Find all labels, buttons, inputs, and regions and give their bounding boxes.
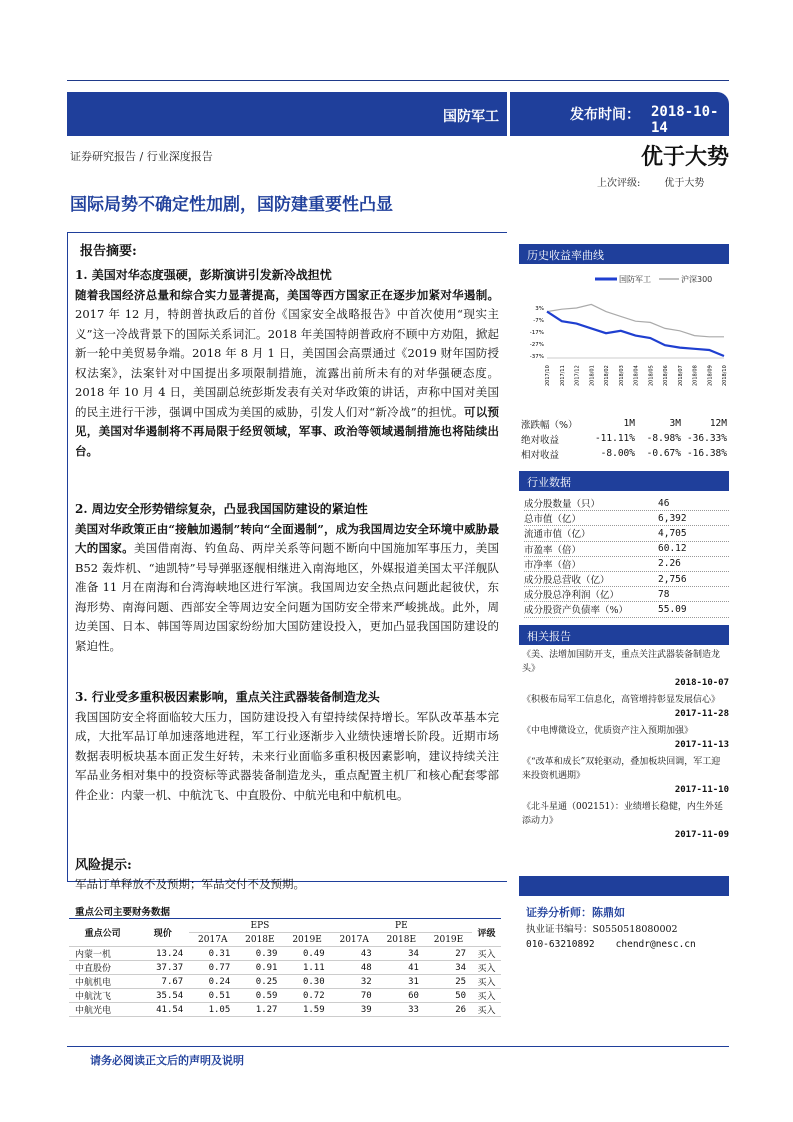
returns-table xyxy=(521,416,729,461)
returns-col: 12M xyxy=(709,418,727,429)
header-date-bar xyxy=(510,92,729,136)
history-chart xyxy=(519,268,729,418)
cell: 中航沈飞 xyxy=(69,989,136,1003)
cell: 0.39 xyxy=(236,947,283,961)
risk-text: 军品订单释放不及预期；军品交付不及预期。 xyxy=(75,877,305,891)
returns-cell: -8.00% xyxy=(600,448,635,459)
previous-rating xyxy=(597,174,704,189)
cell: 0.77 xyxy=(189,961,236,975)
previous-rating-value: 优于大势 xyxy=(664,178,705,189)
col-year: 2018E xyxy=(378,933,425,947)
section-3-title: 3. 行业受多重积极因素影响，重点关注武器装备制造龙头 xyxy=(75,690,380,704)
cell: 39 xyxy=(331,1003,378,1017)
returns-row xyxy=(521,431,729,446)
cell: 0.30 xyxy=(283,975,330,989)
returns-cell: -11.11% xyxy=(594,433,635,444)
section-2-bold: 美国对华政策正由“接触加遏制”转向“全面遏制”，成为我国周边安全环境中威胁最大的国家。 xyxy=(75,521,499,555)
x-tick-label: 2018/06 xyxy=(663,365,669,386)
industry-key: 流通市值（亿） xyxy=(524,529,591,541)
col-year: 2018E xyxy=(236,933,283,947)
cell: 27 xyxy=(425,947,472,961)
fin-table xyxy=(69,918,501,1017)
date-value: 2018-10-14 xyxy=(651,104,719,136)
section-2 xyxy=(75,500,499,656)
x-tick-label: 2018/09 xyxy=(707,365,714,386)
cell: 34 xyxy=(425,961,472,975)
section-2-title: 2. 周边安全形势错综复杂，凸显我国国防建设的紧迫性 xyxy=(75,502,368,516)
section-1-title: 1. 美国对华态度强硬，彭斯演讲引发新冷战担忧 xyxy=(75,268,332,282)
cell: 内蒙一机 xyxy=(69,947,136,961)
sector-label: 国防军工 xyxy=(443,109,499,125)
summary-heading: 报告摘要: xyxy=(80,244,137,259)
industry-value: 6,392 xyxy=(658,512,687,524)
list-item xyxy=(524,587,729,602)
table-row xyxy=(69,961,501,975)
section-3-text: 我国国防安全将面临较大压力，国防建设投入有望持续保持增长。军队改革基本完成，大批军品订单加速落地进程，军工行业逐渐步入业绩快速增长阶段。近期市场数据表明板块基本面正发生好转，未来行业面临多重积极因素影响，建议持续关注军品业务相对集中的投资标等武器装备制造龙头，重点配置主机厂和核心配套零部件企业：内蒙一机、中航沈飞、中直股份、中航光电和中航机电。 xyxy=(75,709,499,802)
returns-col: 3M xyxy=(669,418,681,429)
analyst-name: 证券分析师：陈鼎如 xyxy=(526,906,625,919)
list-item xyxy=(524,526,729,541)
industry-data-list xyxy=(524,496,729,618)
industry-key: 成分股资产负债率（%） xyxy=(524,605,629,617)
current-rating: 优于大势 xyxy=(640,144,729,170)
report-date: 2018-10-07 xyxy=(674,678,729,688)
industry-value: 2,756 xyxy=(658,573,687,585)
cell: 中直股份 xyxy=(69,961,136,975)
industry-key: 成分股数量（只） xyxy=(524,499,601,511)
cell: 0.91 xyxy=(236,961,283,975)
table-row xyxy=(69,1003,501,1017)
analyst-phone: 010-63210892 xyxy=(526,939,595,950)
cell: 48 xyxy=(331,961,378,975)
cell: 0.25 xyxy=(236,975,283,989)
header-sector-bar xyxy=(67,92,507,136)
x-tick-label: 2018/07 xyxy=(677,365,684,386)
legend-index: 沪深300 xyxy=(681,275,713,284)
report-title[interactable]: 《美、法增加国防开支，重点关注武器装备制造龙头》 xyxy=(522,650,721,674)
cell: 32 xyxy=(331,975,378,989)
col-company: 重点公司 xyxy=(69,919,136,947)
x-tick-label: 2018/03 xyxy=(618,365,625,386)
cell: 1.05 xyxy=(189,1003,236,1017)
returns-cell: -0.67% xyxy=(646,448,681,459)
col-year: 2017A xyxy=(331,933,378,947)
col-year: 2019E xyxy=(283,933,330,947)
legend-industry: 国防军工 xyxy=(619,275,651,284)
industry-value: 2.26 xyxy=(658,558,681,570)
industry-value: 4,705 xyxy=(658,527,687,539)
analyst-contact xyxy=(526,937,696,952)
returns-cell: -8.98% xyxy=(646,433,681,444)
industry-key: 总市值（亿） xyxy=(524,514,582,526)
cell: 买入 xyxy=(472,989,501,1003)
cell: 41.54 xyxy=(136,1003,189,1017)
y-tick-label: -27% xyxy=(529,342,544,348)
list-item xyxy=(524,572,729,587)
cell: 买入 xyxy=(472,1003,501,1017)
report-date: 2017-11-09 xyxy=(674,830,729,840)
cell: 26 xyxy=(425,1003,472,1017)
fin-table-title: 重点公司主要财务数据 xyxy=(75,907,171,918)
section-1-bold: 随着我国经济总量和综合实力显著提高，美国等西方国家正在逐步加紧对华遏制。 xyxy=(75,287,499,302)
x-tick-label: 2017/10 xyxy=(545,365,551,386)
returns-col: 涨跌幅（%） xyxy=(521,419,578,431)
report-title[interactable]: 《中电博微设立，优质资产注入预期加强》 xyxy=(522,726,694,736)
x-tick-label: 2017/11 xyxy=(559,365,566,386)
returns-header xyxy=(521,416,729,431)
report-item[interactable] xyxy=(522,648,729,690)
industry-key: 成分股总营收（亿） xyxy=(524,575,610,587)
risk-title: 风险提示: xyxy=(75,858,132,873)
page-title: 国际局势不确定性加剧，国防建重要性凸显 xyxy=(70,195,393,215)
section-1 xyxy=(75,266,499,461)
cell: 中航光电 xyxy=(69,1003,136,1017)
sidebar-bottom-bar xyxy=(519,876,729,896)
x-tick-label: 2018/05 xyxy=(648,365,655,386)
cell: 买入 xyxy=(472,975,501,989)
report-date: 2017-11-10 xyxy=(674,785,729,795)
cell: 37.37 xyxy=(136,961,189,975)
report-item[interactable] xyxy=(522,800,729,842)
list-item xyxy=(524,511,729,526)
report-item[interactable] xyxy=(522,693,729,721)
section-1-text: 2017 年 12 月，特朗普执政后的首份《国家安全战略报告》中首次使用“现实主义”这一冷战背景下的国际关系词汇。2018 年美国特朗普政府不顾中方劝阻，掀起新一轮中美贸易争端。2018 年 8 月 1 日，美国国会高票通过《2019 财年国防授权法案》，法案针对中国提出多项限制措施，流露出前所未有的对华强硬态度。2018 年 10 月 4 日，美国副总统彭斯发表有关对华政策的讲话，声称中国对美国的民主进行干涉，强调中国成为美国的威胁，引发人们对“新冷战”的担忧。 xyxy=(75,307,499,419)
cell: 70 xyxy=(331,989,378,1003)
x-tick-label: 2018/08 xyxy=(692,365,699,386)
x-tick-label: 2018/04 xyxy=(633,365,640,386)
y-tick-label: 3% xyxy=(535,306,544,312)
list-item xyxy=(524,557,729,572)
cell: 0.24 xyxy=(189,975,236,989)
y-tick-label: -17% xyxy=(529,330,544,336)
returns-cell: 绝对收益 xyxy=(521,434,560,446)
cell: 买入 xyxy=(472,961,501,975)
section-1-body xyxy=(75,286,499,462)
industry-section-header: 行业数据 xyxy=(519,471,729,491)
list-item xyxy=(524,602,729,617)
col-year: 2017A xyxy=(189,933,236,947)
cell: 35.54 xyxy=(136,989,189,1003)
cell: 0.59 xyxy=(236,989,283,1003)
section-2-body xyxy=(75,520,499,657)
breadcrumb: 证券研究报告 / 行业深度报告 xyxy=(70,150,213,163)
cell: 43 xyxy=(331,947,378,961)
col-pe: PE xyxy=(331,919,472,933)
col-year: 2019E xyxy=(425,933,472,947)
industry-value: 55.09 xyxy=(658,603,687,615)
section-1-bold2: 可以预见，美国对华遏制将不再局限于经贸领域，军事、政治等领域遏制措施也将陆续出台。 xyxy=(75,404,499,458)
table-row xyxy=(69,989,501,1003)
industry-key: 市净率（倍） xyxy=(524,559,582,571)
cell: 1.11 xyxy=(283,961,330,975)
top-rule xyxy=(67,80,729,81)
related-reports xyxy=(522,648,729,845)
cell: 7.67 xyxy=(136,975,189,989)
report-item[interactable] xyxy=(522,724,729,752)
cell: 买入 xyxy=(472,947,501,961)
report-title[interactable]: 《北斗星通（002151）：业绩增长稳健，内生外延添动力》 xyxy=(522,802,723,826)
returns-col: 1M xyxy=(623,418,635,429)
cell: 1.27 xyxy=(236,1003,283,1017)
returns-cell: -36.33% xyxy=(686,433,727,444)
col-rating: 评级 xyxy=(472,919,501,947)
section-2-text: 美国借南海、钓鱼岛、两岸关系等问题不断向中国施加军事压力，美国 B52 轰炸机、“迪凯特”号导弹驱逐舰相继进入南海地区，外媒报道美国太平洋舰队准备 11 月在南海和台湾海峡地区进行军演。我国周边安全热点问题此起彼伏，东海形势、南海问题、西部安全等周边安全问题为国防安全带来严峻挑战。此外，周边美国、日本、韩国等周边国家纷纷加大国防建设投入，更加凸显我国国防建设的紧迫性。 xyxy=(75,541,500,653)
x-tick-label: 2018/02 xyxy=(604,365,610,386)
report-title[interactable]: 《积极布局军工信息化，高管增持彰显发展信心》 xyxy=(522,695,721,705)
section-3 xyxy=(75,688,499,805)
cell: 中航机电 xyxy=(69,975,136,989)
list-item xyxy=(524,542,729,557)
x-tick-label: 2018/01 xyxy=(589,365,596,386)
footer-disclaimer[interactable]: 请务必阅读正文后的声明及说明 xyxy=(90,1054,244,1067)
col-price: 现价 xyxy=(136,919,189,947)
cell: 33 xyxy=(378,1003,425,1017)
footer-rule xyxy=(67,1046,729,1047)
report-item[interactable] xyxy=(522,755,729,797)
x-tick-label: 2017/12 xyxy=(574,365,581,386)
report-date: 2017-11-28 xyxy=(674,709,729,719)
reports-section-header: 相关报告 xyxy=(519,625,729,645)
list-item xyxy=(524,496,729,511)
industry-value: 46 xyxy=(658,497,670,509)
cell: 31 xyxy=(378,975,425,989)
analyst-cert: 执业证书编号：S0550518080002 xyxy=(526,924,678,935)
report-title[interactable]: 《“改革和成长”双轮驱动，叠加板块回调，军工迎来投资机遇期》 xyxy=(522,757,721,781)
history-chart-svg xyxy=(519,268,729,418)
cell: 60 xyxy=(378,989,425,1003)
report-date: 2017-11-13 xyxy=(674,740,729,750)
cell: 34 xyxy=(378,947,425,961)
cell: 0.51 xyxy=(189,989,236,1003)
cell: 0.72 xyxy=(283,989,330,1003)
industry-key: 成分股总净利润（亿） xyxy=(524,590,620,602)
cell: 50 xyxy=(425,989,472,1003)
returns-row xyxy=(521,446,729,461)
y-tick-label: -37% xyxy=(529,354,544,360)
cell: 25 xyxy=(425,975,472,989)
previous-rating-label: 上次评级: xyxy=(597,178,641,189)
date-label: 发布时间： xyxy=(570,107,640,123)
table-row xyxy=(69,975,501,989)
x-tick-label: 2018/10 xyxy=(722,365,728,386)
cell: 41 xyxy=(378,961,425,975)
y-tick-label: -7% xyxy=(533,318,544,324)
returns-cell: -16.38% xyxy=(686,448,727,459)
cell: 1.59 xyxy=(283,1003,330,1017)
cell: 0.31 xyxy=(189,947,236,961)
series-line-1 xyxy=(547,304,724,336)
series-line-0 xyxy=(547,312,724,356)
industry-value: 60.12 xyxy=(658,543,687,555)
col-eps: EPS xyxy=(189,919,330,933)
industry-value: 78 xyxy=(658,588,670,600)
cell: 13.24 xyxy=(136,947,189,961)
industry-key: 市盈率（倍） xyxy=(524,544,582,556)
table-row xyxy=(69,947,501,961)
chart-section-header: 历史收益率曲线 xyxy=(519,244,729,264)
returns-cell: 相对收益 xyxy=(521,449,560,461)
analyst-info xyxy=(526,922,696,952)
analyst-email[interactable]: chendr@nesc.cn xyxy=(615,939,696,950)
cell: 0.49 xyxy=(283,947,330,961)
